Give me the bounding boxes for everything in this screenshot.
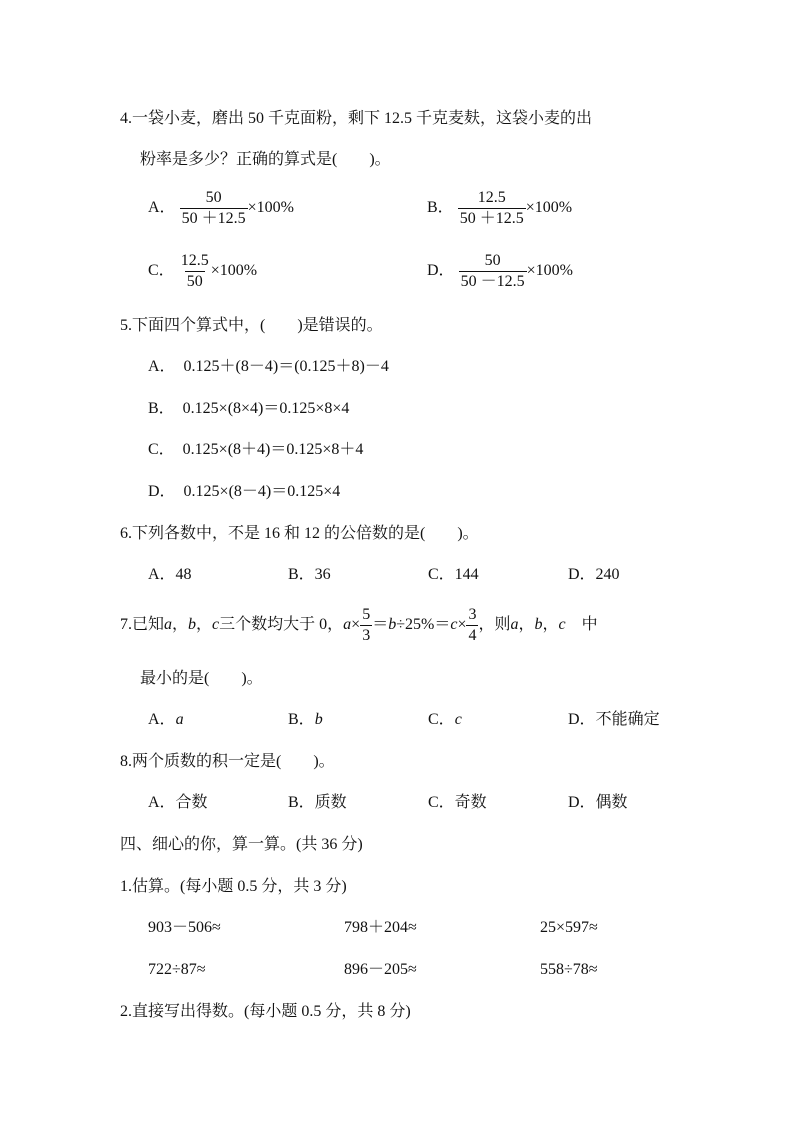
q5-option-c[interactable]: C． 0.125×(8＋4)＝0.125×8＋4 [148, 441, 364, 458]
q4-option-a-fraction: $\frac{50}{50 +12.5}$ [181, 189, 246, 227]
q7-option-b[interactable]: B．b [288, 711, 323, 728]
q4-option-c-label: C． [148, 262, 175, 280]
q7-stem-line2: 最小的是( )。 [140, 670, 263, 687]
section-title: 四、细心的你，算一算。(共 36 分) [120, 836, 363, 853]
subsection-estimate: 1.估算。(每小题 0.5 分，共 3 分) [120, 878, 347, 895]
q4-stem-line2: 粉率是多少？正确的算式是( )。 [140, 151, 391, 168]
estimate-item: 558÷78≈ [540, 961, 598, 978]
q8-option-c[interactable]: C．奇数 [428, 794, 487, 811]
estimate-item: 798＋204≈ [344, 919, 417, 936]
q5-option-b[interactable]: B． 0.125×(8×4)＝0.125×8×4 [148, 400, 350, 417]
q8-stem: 8.两个质数的积一定是( )。 [120, 753, 335, 770]
q8-option-b[interactable]: B．质数 [288, 794, 347, 811]
q7-option-c[interactable]: C．c [428, 711, 462, 728]
estimate-item: 903－506≈ [148, 919, 221, 936]
q6-option-b[interactable]: B．36 [288, 566, 331, 583]
q7-option-d[interactable]: D．不能确定 [568, 711, 660, 728]
q4-option-a[interactable]: A． $\frac{50}{50 +12.5}$ ×100% [148, 189, 294, 227]
estimate-item: 25×597≈ [540, 919, 598, 936]
q4-option-b-label: B． [427, 199, 454, 217]
q8-option-a[interactable]: A．合数 [148, 794, 208, 811]
q6-option-d[interactable]: D．240 [568, 566, 620, 583]
q6-option-c[interactable]: C．144 [428, 566, 479, 583]
q4-option-b-fraction: $\frac{12.5}{50 +12.5}$ [459, 189, 524, 227]
q7-stem-line1: 7.已知a，b，c三个数均大于 0，a× $\frac{5}{3}$ ＝b÷25%＝c× $\frac{3}{4}$ ，则a，b，c 中 [120, 606, 598, 644]
q4-option-c-fraction: $\frac{12.5}{50}$ [180, 252, 209, 290]
q7-option-a[interactable]: A．a [148, 711, 184, 728]
q4-option-d-fraction: $\frac{50}{50 -12.5}$ [460, 252, 525, 290]
q5-stem: 5.下面四个算式中，( )是错误的。 [120, 317, 383, 334]
q4-stem-line1: 4.一袋小麦，磨出 50 千克面粉，剩下 12.5 千克麦麸，这袋小麦的出 [120, 110, 593, 127]
q6-stem: 6.下列各数中，不是 16 和 12 的公倍数的是( )。 [120, 525, 479, 542]
q7-fraction-3-4: $\frac{3}{4}$ [468, 606, 477, 644]
subsection-direct: 2.直接写出得数。(每小题 0.5 分，共 8 分) [120, 1003, 411, 1020]
q4-option-a-label: A． [148, 199, 176, 217]
q7-fraction-5-3: $\frac{5}{3}$ [362, 606, 371, 644]
q6-option-a[interactable]: A．48 [148, 566, 192, 583]
q4-option-b[interactable]: B． $\frac{12.5}{50 +12.5}$ ×100% [427, 189, 573, 227]
q4-option-d[interactable]: D． $\frac{50}{50 -12.5}$ ×100% [427, 252, 573, 290]
estimate-item: 896－205≈ [344, 961, 417, 978]
q8-option-d[interactable]: D．偶数 [568, 794, 628, 811]
q4-option-c[interactable]: C． $\frac{12.5}{50}$ ×100% [148, 252, 258, 290]
q4-option-d-label: D． [427, 262, 455, 280]
q5-option-a[interactable]: A． 0.125＋(8－4)＝(0.125＋8)－4 [148, 358, 389, 375]
estimate-item: 722÷87≈ [148, 961, 206, 978]
q5-option-d[interactable]: D． 0.125×(8－4)＝0.125×4 [148, 483, 341, 500]
